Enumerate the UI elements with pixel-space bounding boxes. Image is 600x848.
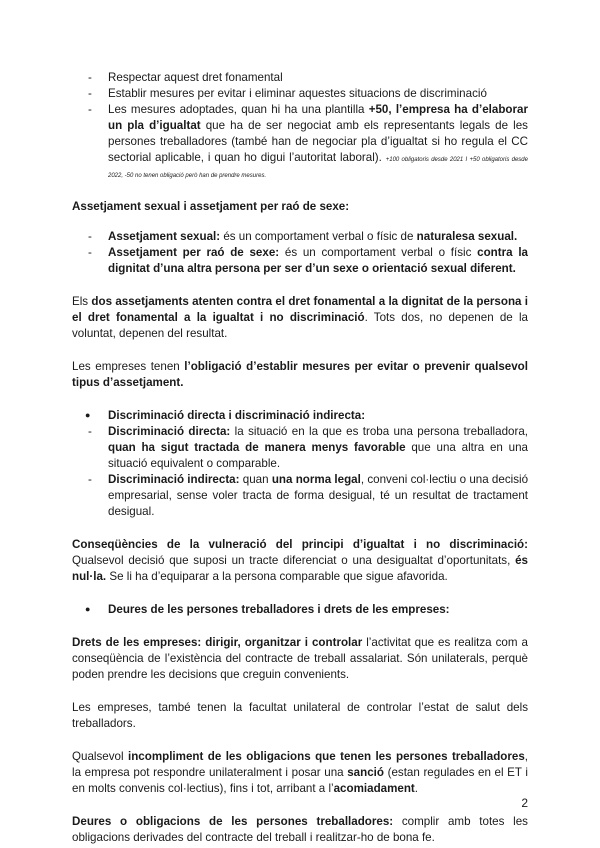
paragraph: Les empreses tenen l’obligació d’establir mesures per evitar o prevenir qualsevol tipus d’assetjament. [72,360,528,389]
list-item: - Respectar aquest dret fonamental [72,70,528,86]
paragraph: Els dos assetjaments atenten contra el dret fonamental a la dignitat de la persona i el dret fonamental a la igualtat i no discriminació. Tots dos, no depenen de la voluntat, depenen del resultat. [72,295,529,340]
list-item: - Establir mesures per evitar i eliminar aquestes situacions de discriminació [72,86,528,102]
paragraph: Qualsevol incompliment de les obligacions que tenen les persones treballadores, la empresa pot respondre unilateralment i posar una sanció (estan regulades en el ET i en molts convenis col·lectius), fins i tot, arribant a l’acomiadament. [72,750,528,795]
discrimination-list [72,424,528,520]
paragraph: Drets de les empreses: dirigir, organitzar i controlar l’activitat que es realitza com a conseqüència de l’existència del contracte de treball assalariat. Són unilaterals, perquè poden prendre les decisions que creguin convenients. [72,636,528,681]
document-page [72,70,528,846]
paragraph: Les empreses, també tenen la facultat unilateral de controlar l’estat de salut dels treballadors. [72,701,528,730]
paragraph: Conseqüències de la vulneració del principi d’igualtat i no discriminació: Qualsevol decisió que suposi un tracte diferenciat o una desigualtat d’oportunitats, és nul·la. Se li ha d’equiparar a la persona comparable que sigue afavorida. [72,538,528,583]
page-number: 2 [521,796,528,810]
measures-list [72,70,528,182]
list-item: - Discriminació directa: la situació en la que es troba una persona treballadora, quan ha sigut tractada de manera menys favorable que una altra en una situació equivalent o comparable. [72,424,528,472]
bullet-heading: ● Discriminació directa i discriminació indirecta: [72,408,528,424]
footnote-small: +100 obligatoris desde 2021 I +50 obligatoris desde 2022, -50 no tenen obligació però han de prendre mesures. [108,157,528,179]
list-item: - Assetjament per raó de sexe: és un comportament verbal o físic contra la dignitat d’una altra persona per ser d’un sexe o orientació sexual diferent. [72,245,528,277]
section-heading: Assetjament sexual i assetjament per raó de sexe: [72,200,350,213]
harassment-list [72,229,528,277]
paragraph: Deures o obligacions de les persones treballadores: complir amb totes les obligacions derivades del contracte del treball i realitzar-ho de bona fe. [72,815,528,844]
bullet-heading: ● Deures de les persones treballadores i drets de les empreses: [72,602,528,618]
list-item: - Discriminació indirecta: quan una norma legal, conveni col·lectiu o una decisió empresarial, sense voler tracta de forma desigual, té un resultat de tractament desigual. [72,472,528,520]
list-item: - Les mesures adoptades, quan hi ha una plantilla +50, l’empresa ha d’elaborar un pla d’igualtat que ha de ser negociat amb els representants legals de les persones treballadores (també han de negociar pla d’igualtat si ho regula el CC sectorial aplicable, i quan ho digui l’autoritat laboral). +100 obligatoris desde 2021 I +50 obligatoris desde 2022, -50 no tenen obligació però han de prendre mesures. [72,102,528,182]
list-item: - Assetjament sexual: és un comportament verbal o físic de naturalesa sexual. [72,229,528,245]
